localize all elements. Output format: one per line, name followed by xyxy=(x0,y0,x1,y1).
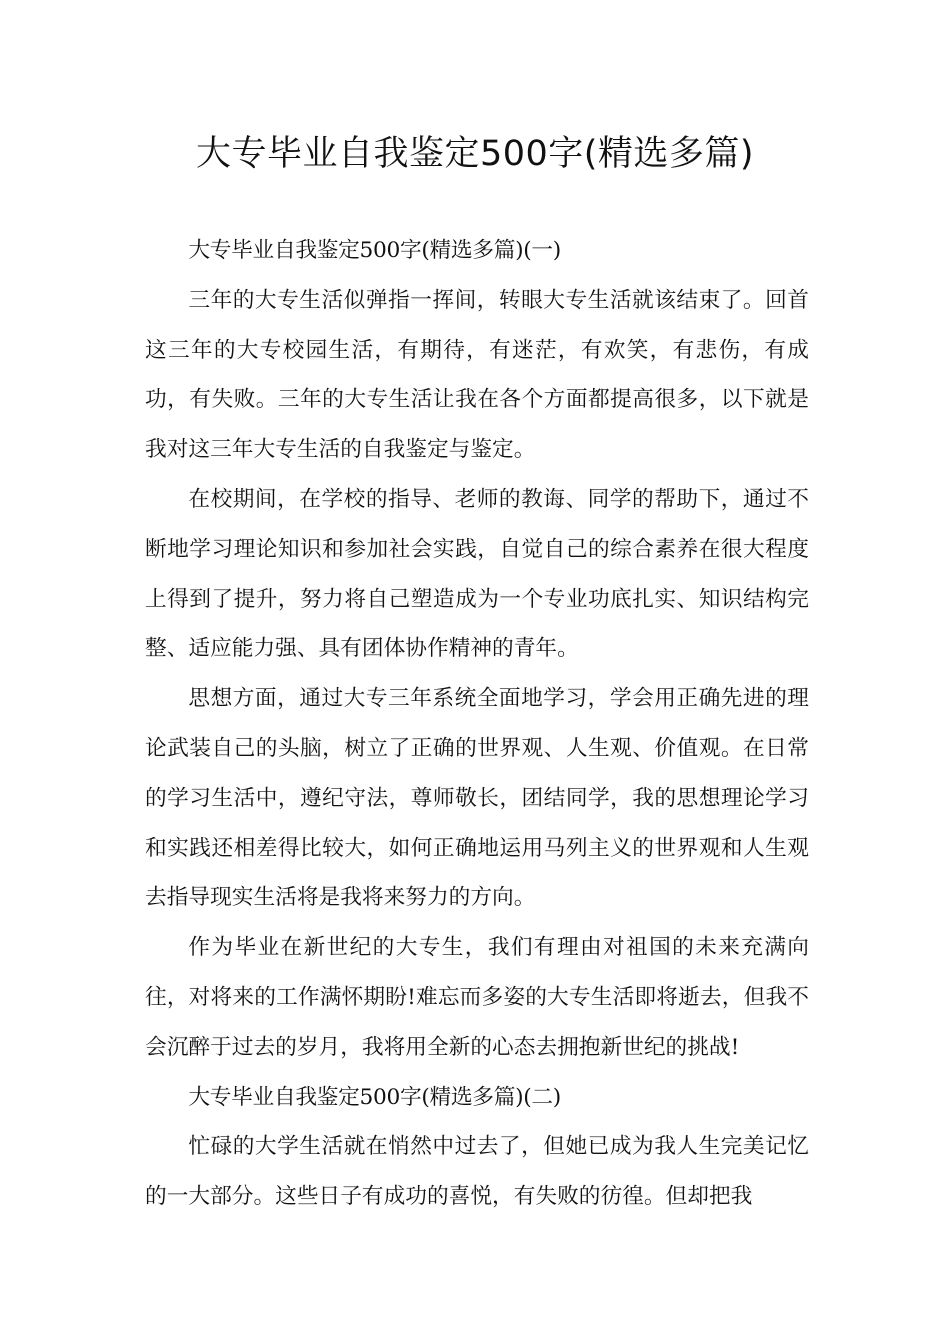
paragraph: 思想方面，通过大专三年系统全面地学习，学会用正确先进的理论武装自己的头脑，树立了正确的世界观、人生观、价值观。在日常的学习生活中，遵纪守法，尊师敬长，团结同学，我的思想理论学习和实践还相差得比较大，如何正确地运用马列主义的世界观和人生观去指导现实生活将是我将来努力的方向。 xyxy=(145,686,809,911)
document-body xyxy=(145,226,809,1222)
paragraph: 忙碌的大学生活就在悄然中过去了，但她已成为我人生完美记忆的一大部分。这些日子有成功的喜悦，有失败的彷徨。但却把我 xyxy=(145,1134,809,1210)
paragraph: 在校期间，在学校的指导、老师的教诲、同学的帮助下，通过不断地学习理论知识和参加社会实践，自觉自己的综合素养在很大程度上得到了提升，努力将自己塑造成为一个专业功底扎实、知识结构完整、适应能力强、具有团体协作精神的青年。 xyxy=(145,486,809,662)
section-heading-2: 大专毕业自我鉴定500字(精选多篇)(二) xyxy=(188,1084,561,1110)
paragraph: 三年的大专生活似弹指一挥间，转眼大专生活就该结束了。回首这三年的大专校园生活，有期待，有迷茫，有欢笑，有悲伤，有成功，有失败。三年的大专生活让我在各个方面都提高很多，以下就是我对这三年大专生活的自我鉴定与鉴定。 xyxy=(145,287,809,463)
paragraph: 作为毕业在新世纪的大专生，我们有理由对祖国的未来充满向往，对将来的工作满怀期盼!难忘而多姿的大专生活即将逝去，但我不会沉醉于过去的岁月，我将用全新的心态去拥抱新世纪的挑战! xyxy=(145,935,809,1060)
section-heading-1: 大专毕业自我鉴定500字(精选多篇)(一) xyxy=(188,238,561,263)
document-title: 大专毕业自我鉴定500字(精选多篇) xyxy=(195,134,755,174)
